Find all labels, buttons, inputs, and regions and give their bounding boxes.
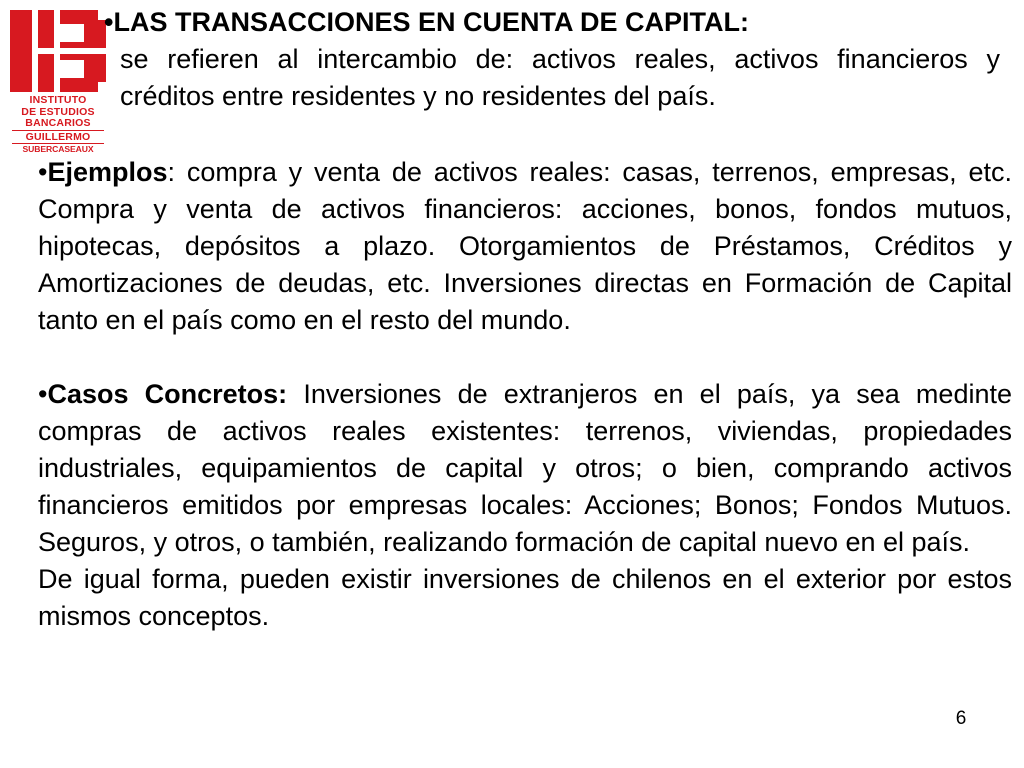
bullet: • [38, 379, 48, 409]
casos-paragraph [38, 376, 1012, 561]
body-text [38, 154, 1012, 635]
heading-description: se refieren al intercambio de: activos reales, activos financieros y créditos entre residentes y no residentes del país. [120, 44, 1000, 111]
bullet: • [38, 157, 48, 187]
bullet: • [104, 7, 114, 37]
logo-mark-icon [10, 10, 106, 92]
ejemplos-text: : compra y venta de activos reales: casas, terrenos, empresas, etc. Compra y venta de activos financieros: acciones, bonos, fondos mutuos, hipotecas, depósitos a plazo. Otorgamientos de Préstamos, Créditos y Amortizaciones de deudas, etc. Inversiones directas en Formación de Capital tanto en el país como en el resto del mundo. [38, 157, 1012, 335]
institute-logo [10, 10, 106, 158]
logo-wordmark [10, 95, 106, 154]
logo-line-3: BANCARIOS [25, 117, 91, 129]
section-heading [104, 4, 1016, 41]
logo-line-4: GUILLERMO [25, 130, 91, 143]
casos-extra-paragraph: De igual forma, pueden existir inversiones de chilenos en el exterior por estos mismos conceptos. [38, 564, 1012, 631]
paragraph-spacer [38, 339, 1012, 376]
heading-title: LAS TRANSACCIONES EN CUENTA DE CAPITAL: [113, 7, 749, 37]
heading-section [104, 4, 1016, 115]
ejemplos-label: Ejemplos [47, 157, 168, 187]
page-number: 6 [955, 708, 967, 729]
logo-line-1: INSTITUTO [29, 94, 87, 106]
logo-line-2: DE ESTUDIOS [21, 105, 95, 118]
casos-label: Casos Concretos: [47, 379, 288, 409]
logo-line-5: SUBERCASEAUX [22, 144, 94, 154]
ejemplos-paragraph [38, 154, 1012, 339]
casos-text: Inversiones de extranjeros en el país, ya sea medinte compras de activos reales existentes: terrenos, viviendas, propiedades industriales, equipamientos de capital y otros; o bien, comprando activos financieros emitidos por empresas locales: Acciones; Bonos; Fondos Mutuos. Seguros, y otros, o también, realizando formación de capital nuevo en el país. [38, 379, 1012, 557]
